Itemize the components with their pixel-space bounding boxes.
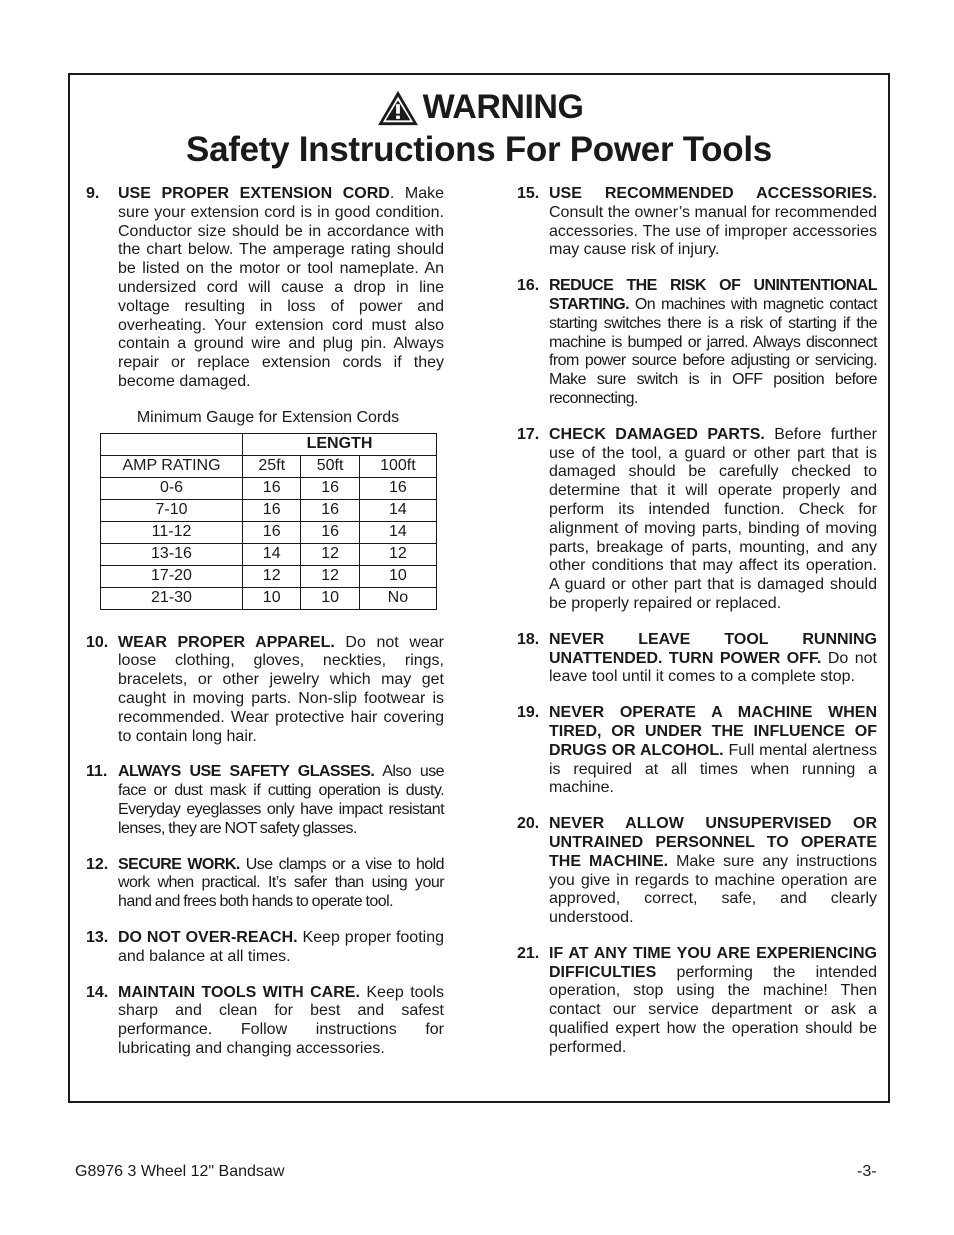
item-body	[118, 634, 444, 747]
table-row	[101, 477, 437, 499]
item-body	[549, 426, 877, 614]
left-column	[86, 185, 444, 1076]
item-number: 18.	[517, 630, 540, 648]
table-cell: No	[359, 587, 436, 609]
item-text: On machines with magnetic contact starting switches there is a risk of starting if the machine is bumped or jarred. Always disconnect from power source before adjusting or servicing. Make sure switch is in OFF position before reconnecting.	[549, 295, 877, 407]
warning-label: WARNING	[422, 88, 584, 126]
table-corner-cell	[101, 433, 243, 455]
table-row	[101, 543, 437, 565]
extension-cord-gauge-table	[100, 433, 437, 610]
item-body	[549, 945, 877, 1058]
item-number: 11.	[86, 763, 108, 781]
table-cell: 16	[243, 499, 301, 521]
table-cell: 14	[359, 521, 436, 543]
warning-box	[68, 73, 890, 1103]
item-body	[118, 185, 444, 392]
item-heading: IF AT ANY TIME YOU ARE EXPERIENCING DIFFICULTIES	[549, 944, 877, 981]
list-item-14	[86, 984, 444, 1059]
footer-model-name: G8976 3 Wheel 12" Bandsaw	[75, 1163, 285, 1180]
table-cell: 10	[301, 587, 359, 609]
table-cell: 16	[243, 521, 301, 543]
item-text: performing the intended operation, stop using the machine! Then contact our service department or ask a qualified expert how the operation should be performed.	[549, 963, 877, 1056]
item-text: Do not wear loose clothing, gloves, neckties, rings, bracelets, or other jewelry which may get caught in moving parts. Non-slip footwear is recommended. Wear protective hair covering to contain long hair.	[118, 633, 444, 745]
table-cell: 0-6	[101, 477, 243, 499]
item-body	[549, 815, 877, 928]
table-cell: 14	[243, 543, 301, 565]
item-number: 16.	[517, 277, 540, 295]
table-cell: 16	[243, 477, 301, 499]
item-text: Before further use of the tool, a guard or other part that is damaged should be carefully checked to determine that it will operate properly and perform its intended function. Check for alignment of moving parts, binding of moving parts, breakage of parts, mounting, and any other conditions that may affect its operation. A guard or other part that is damaged should be properly repaired or replaced.	[549, 425, 877, 612]
table-cell: 11-12	[101, 521, 243, 543]
table-cell: 12	[359, 543, 436, 565]
column-header: AMP RATING	[101, 455, 243, 477]
item-body	[549, 277, 877, 409]
item-text: Use clamps or a vise to hold work when practical. It’s safer than using your hand and frees both hands to operate tool.	[118, 855, 444, 911]
item-number: 14.	[86, 983, 109, 1001]
list-item-10	[86, 634, 444, 747]
item-heading: ALWAYS USE SAFETY GLASSES.	[118, 763, 375, 781]
item-number: 9.	[86, 185, 100, 202]
warning-triangle-icon	[375, 89, 421, 127]
table-cell: 21-30	[101, 587, 243, 609]
table-cell: 12	[301, 565, 359, 587]
table-column-row	[101, 455, 437, 477]
item-heading: MAINTAIN TOOLS WITH CARE.	[118, 983, 360, 1001]
left-list-lower	[86, 634, 444, 1059]
item-number: 17.	[517, 425, 540, 443]
item-number: 13.	[86, 928, 109, 946]
column-header: 100ft	[359, 455, 436, 477]
table-cell: 14	[359, 499, 436, 521]
table-header-row	[101, 433, 437, 455]
page-number: -3-	[857, 1163, 877, 1180]
item-number: 10.	[86, 633, 109, 651]
table-row	[101, 587, 437, 609]
item-text: Full mental alertness is required at all times when running a machine.	[549, 741, 878, 797]
list-item-12	[86, 856, 444, 912]
list-item-17	[517, 426, 877, 614]
item-heading: NEVER LEAVE TOOL RUNNING UNATTENDED. TURN POWER OFF.	[549, 630, 877, 667]
item-heading: USE PROPER EXTENSION CORD	[118, 185, 390, 202]
table-row	[101, 565, 437, 587]
table-cell: 10	[243, 587, 301, 609]
list-item-11	[86, 763, 444, 838]
item-body	[118, 856, 444, 912]
list-item-9	[86, 185, 444, 392]
item-number: 15.	[517, 185, 540, 202]
warning-heading	[70, 87, 888, 127]
item-text: . Make sure your extension cord is in good condition. Conductor size should be in accordance with the chart below. The amperage rating should be listed on the motor or tool nameplate. An undersized cord will cause a drop in line voltage resulting in loss of power and overheating. Your extension cord must also contain a ground wire and plug pin. Always repair or replace extension cords if they become damaged.	[118, 185, 445, 390]
length-header: LENGTH	[243, 433, 437, 455]
item-heading: NEVER ALLOW UNSUPERVISED OR UNTRAINED PERSONNEL TO OPERATE THE MACHINE.	[549, 815, 877, 870]
table-cell: 17-20	[101, 565, 243, 587]
column-header: 25ft	[243, 455, 301, 477]
item-heading: USE RECOMMENDED ACCESSORIES.	[549, 185, 877, 202]
table-cell: 7-10	[101, 499, 243, 521]
right-column	[517, 185, 877, 1075]
item-text: Consult the owner’s manual for recommended accessories. The use of improper accessories may cause risk of injury.	[549, 203, 877, 259]
item-body	[118, 763, 444, 838]
list-item-19	[517, 704, 877, 798]
list-item-15	[517, 185, 877, 260]
list-item-18	[517, 631, 877, 687]
item-body	[549, 704, 877, 798]
table-cell: 13-16	[101, 543, 243, 565]
table-row	[101, 499, 437, 521]
table-cell: 16	[359, 477, 436, 499]
table-caption: Minimum Gauge for Extension Cords	[136, 408, 400, 426]
item-heading: NEVER OPERATE A MACHINE WHEN TIRED, OR UNDER THE INFLUENCE OF DRUGS OR ALCOHOL.	[549, 704, 877, 759]
item-heading: DO NOT OVER-REACH.	[118, 928, 298, 946]
table-cell: 10	[359, 565, 436, 587]
item-text: Make sure any instructions you give in regards to machine operation are approved, correct, safe, and clearly understood.	[549, 852, 877, 927]
item-heading: REDUCE THE RISK OF UNINTENTIONAL STARTING.	[549, 277, 877, 313]
table-cell: 16	[301, 521, 359, 543]
item-text: Keep tools sharp and clean for best and safest performance. Follow instructions for lubricating and changing accessories.	[118, 983, 444, 1057]
item-text: Also use face or dust mask if cutting operation is dusty. Everyday eyeglasses only have impact resistant lenses, they are NOT safety glasses.	[118, 763, 445, 837]
page-header	[70, 87, 888, 171]
item-body	[118, 984, 444, 1059]
list-item-16	[517, 277, 877, 409]
list-item-20	[517, 815, 877, 928]
table-cell: 16	[301, 477, 359, 499]
page-title: Safety Instructions For Power Tools	[186, 130, 772, 169]
table-row	[101, 521, 437, 543]
item-body	[549, 185, 877, 260]
item-number: 20.	[517, 815, 540, 833]
item-body	[549, 631, 877, 687]
item-heading: WEAR PROPER APPAREL.	[118, 633, 335, 651]
list-item-21	[517, 945, 877, 1058]
item-body	[118, 929, 444, 967]
item-text: Keep proper footing and balance at all times.	[118, 928, 444, 965]
item-number: 19.	[517, 704, 540, 722]
list-item-13	[86, 929, 444, 967]
table-cell: 12	[243, 565, 301, 587]
item-heading: SECURE WORK.	[118, 855, 240, 873]
table-cell: 16	[301, 499, 359, 521]
item-number: 12.	[86, 855, 109, 873]
item-text: Do not leave tool until it comes to a complete stop.	[549, 649, 877, 686]
column-header: 50ft	[301, 455, 359, 477]
item-number: 21.	[517, 944, 540, 962]
table-cell: 12	[301, 543, 359, 565]
item-heading: CHECK DAMAGED PARTS.	[549, 425, 765, 443]
